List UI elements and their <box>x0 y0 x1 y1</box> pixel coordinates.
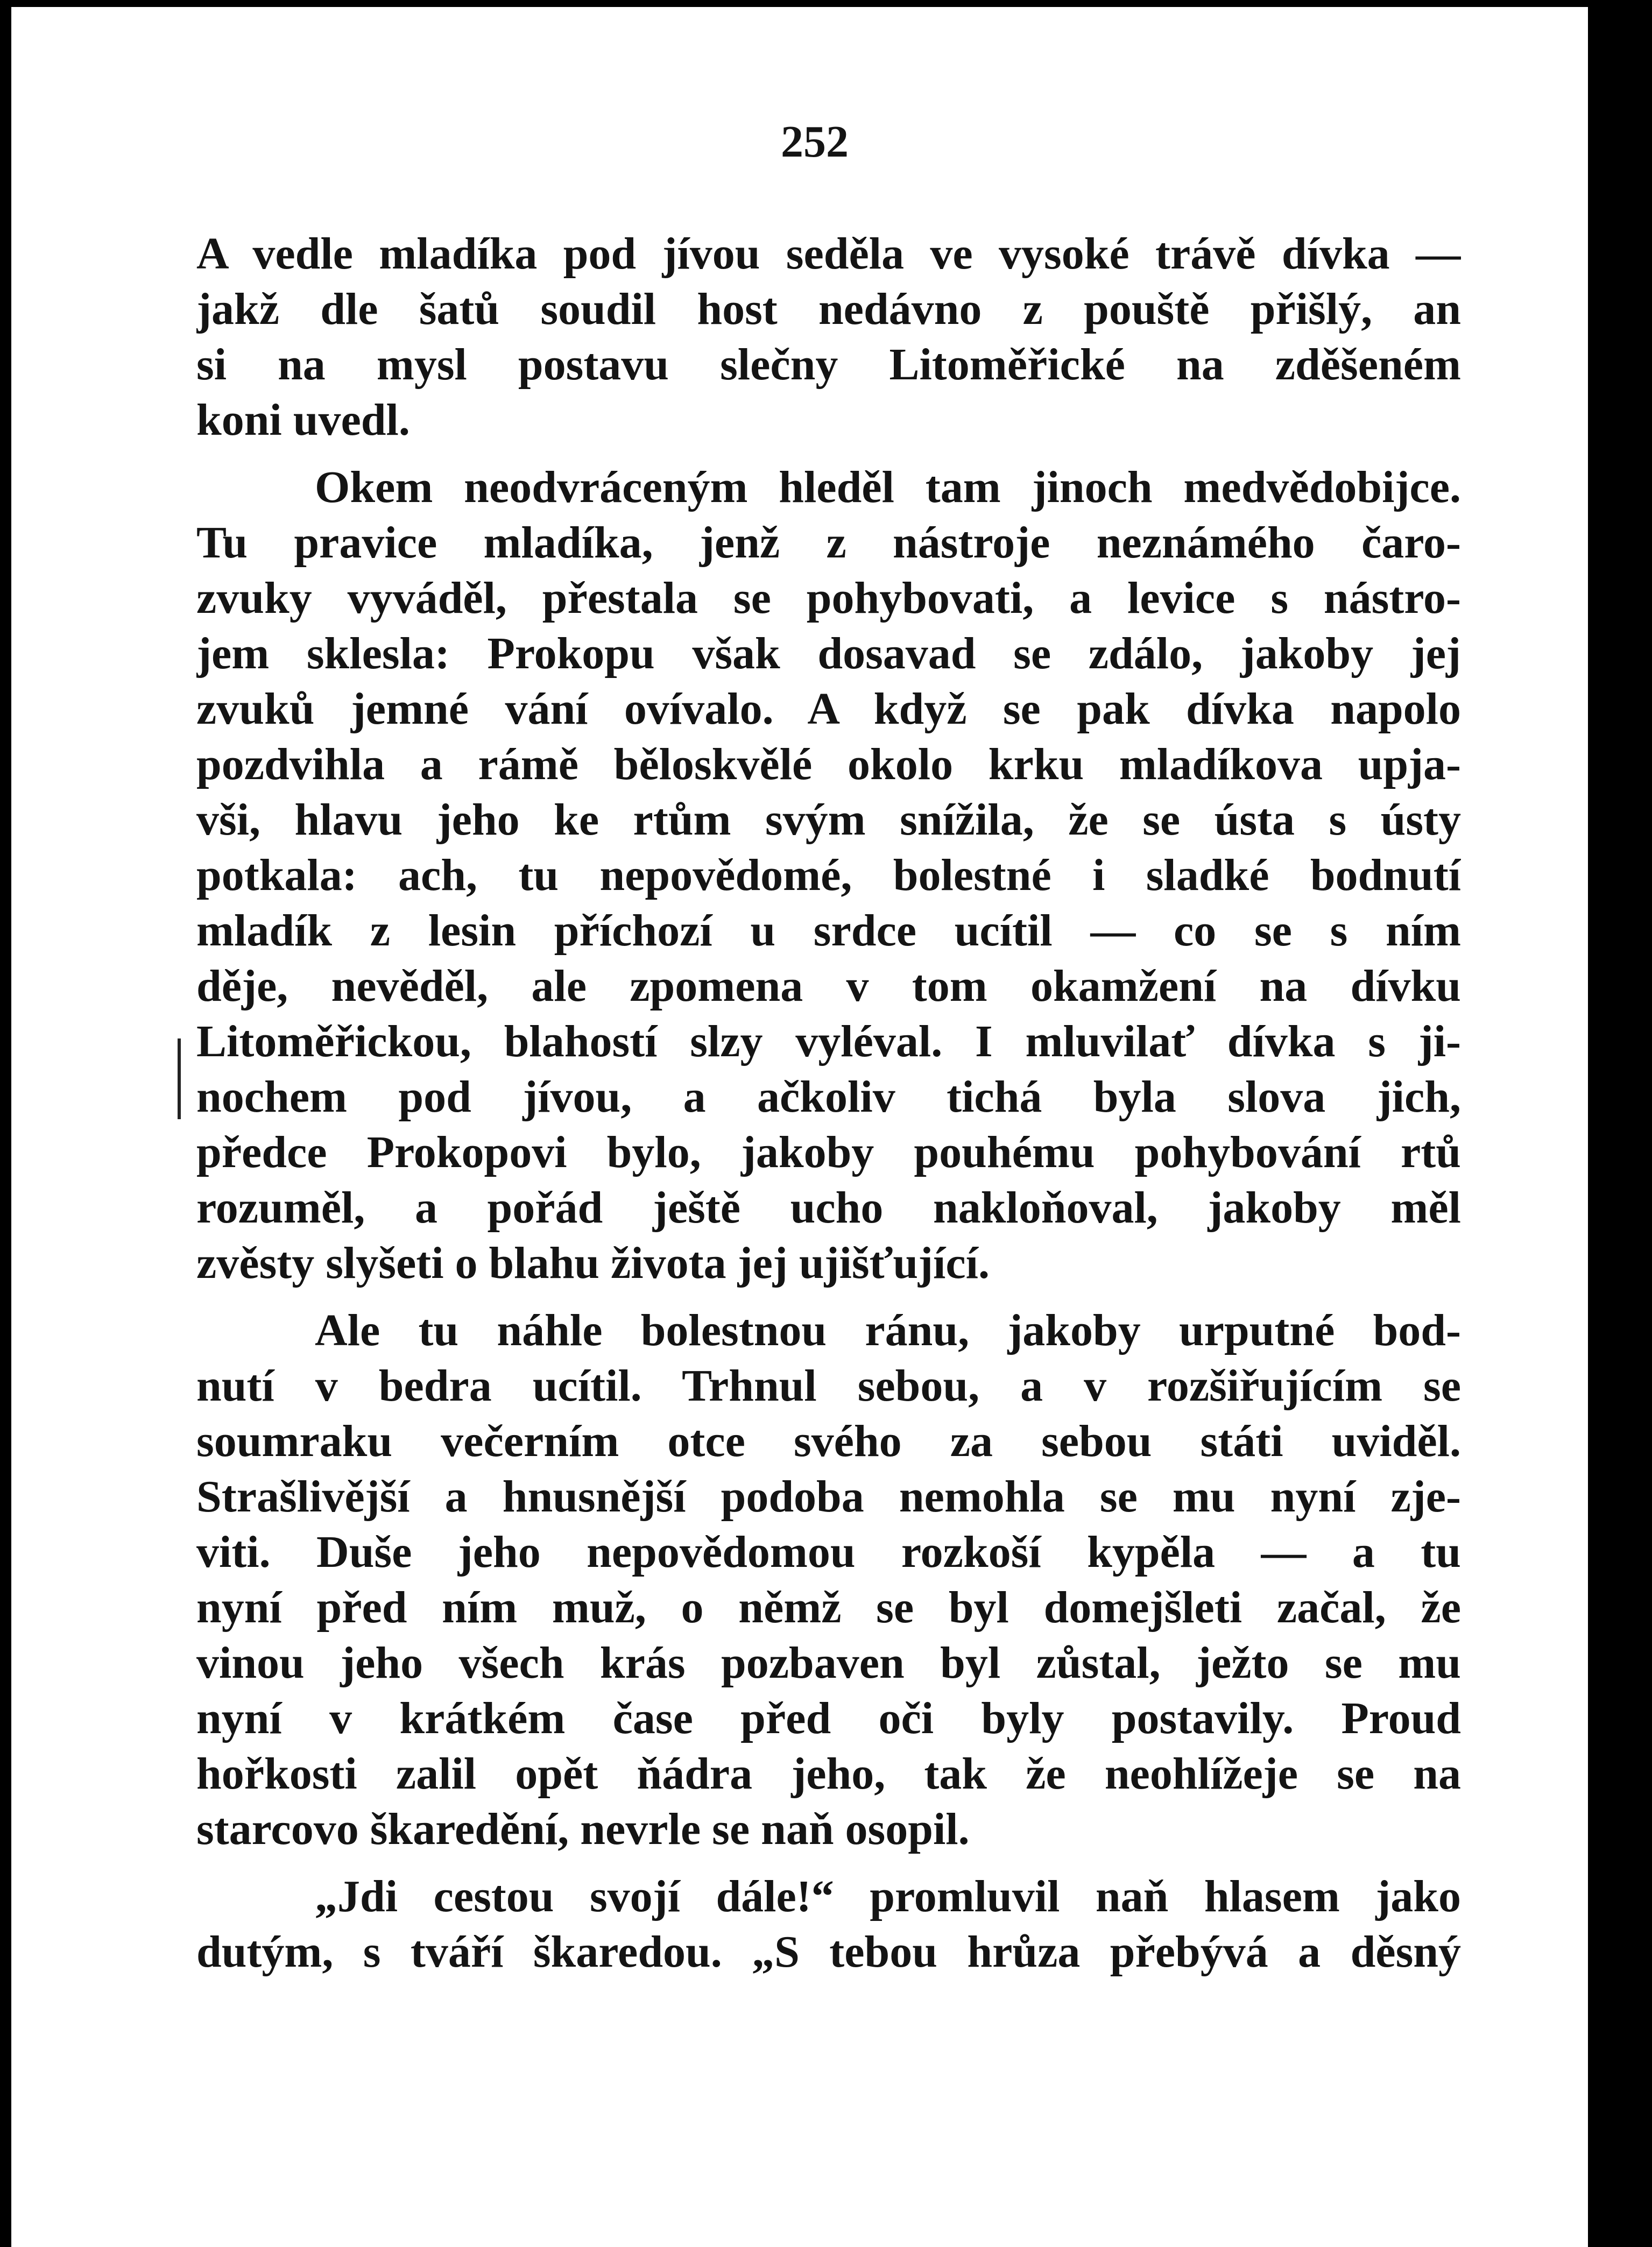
text-line: rozuměl, a pořád ještě ucho nakloňoval, jakoby měl <box>196 1183 1461 1233</box>
text-line: soumraku večerním otce svého za sebou státi uviděl. <box>196 1416 1461 1466</box>
text-line: potkala: ach, tu nepovědomé, bolestné i sladké bodnutí <box>196 850 1461 900</box>
page-edge-gap <box>1580 7 1588 2247</box>
text-line: vinou jeho všech krás pozbaven byl zůstal, ježto se mu <box>196 1638 1461 1688</box>
paragraph <box>196 1869 1461 1980</box>
text-line: Okem neodvráceným hleděl tam jinoch medvědobijce. <box>315 462 1461 512</box>
text-line: zvuky vyváděl, přestala se pohybovati, a levice s nástro- <box>196 573 1461 623</box>
text-line: nyní v krátkém čase před oči byly postavily. Proud <box>196 1693 1461 1743</box>
text-line: předce Prokopovi bylo, jakoby pouhému pohybování rtů <box>196 1127 1461 1177</box>
text-line: vši, hlavu jeho ke rtům svým snížila, že se ústa s ústy <box>196 795 1461 845</box>
text-line: Ale tu náhle bolestnou ránu, jakoby urputné bod- <box>315 1305 1461 1355</box>
text-line: dutým, s tváří škaredou. „S tebou hrůza přebývá a děsný <box>196 1927 1461 1977</box>
paragraph <box>196 226 1461 448</box>
text-line: hořkosti zalil opět ňádra jeho, tak že neohlížeje se na <box>196 1749 1461 1799</box>
text-line: děje, nevěděl, ale zpomena v tom okamžení na dívku <box>196 961 1461 1011</box>
text-line: koni uvedl. <box>196 395 410 445</box>
text-line: jakž dle šatů soudil host nedávno z pouště přišlý, an <box>196 284 1461 334</box>
text-line: mladík z lesin příchozí u srdce ucítil — co se s ním <box>196 906 1461 956</box>
text-line: „Jdi cestou svojí dále!“ promluvil naň hlasem jako <box>315 1871 1461 1921</box>
text-line: zvuků jemné vání ovívalo. A když se pak dívka napolo <box>196 684 1461 734</box>
text-line: viti. Duše jeho nepovědomou rozkoší kypěla — a tu <box>196 1527 1461 1577</box>
paragraph <box>196 460 1461 1291</box>
text-line: nochem pod jívou, a ačkoliv tichá byla slova jich, <box>196 1072 1461 1122</box>
paragraph <box>196 1303 1461 1857</box>
text-line: pozdvihla a rámě běloskvělé okolo krku mladíkova upja- <box>196 739 1461 789</box>
text-line: starcovo škaredění, nevrle se naň osopil. <box>196 1804 970 1854</box>
body-text <box>196 226 1461 1991</box>
text-line: Strašlivější a hnusnější podoba nemohla se mu nyní zje- <box>196 1472 1461 1522</box>
page-number: 252 <box>781 117 849 167</box>
text-line: Tu pravice mladíka, jenž z nástroje neznámého čaro- <box>196 518 1461 568</box>
text-line: Litoměřickou, blahostí slzy vyléval. I mluvilať dívka s ji- <box>196 1016 1461 1066</box>
text-line: A vedle mladíka pod jívou seděla ve vysoké trávě dívka — <box>196 229 1461 279</box>
page-edge-shadow <box>1588 7 1620 2247</box>
text-line: jem sklesla: Prokopu však dosavad se zdálo, jakoby jej <box>196 628 1461 679</box>
text-line: si na mysl postavu slečny Litoměřické na zděšeném <box>196 340 1461 390</box>
text-line: zvěsty slyšeti o blahu života jej ujišťující. <box>196 1238 990 1288</box>
text-line: nutí v bedra ucítil. Trhnul sebou, a v rozšiřujícím se <box>196 1361 1461 1411</box>
text-line: nyní před ním muž, o němž se byl domejšleti začal, že <box>196 1582 1461 1633</box>
margin-mark <box>178 1038 181 1119</box>
